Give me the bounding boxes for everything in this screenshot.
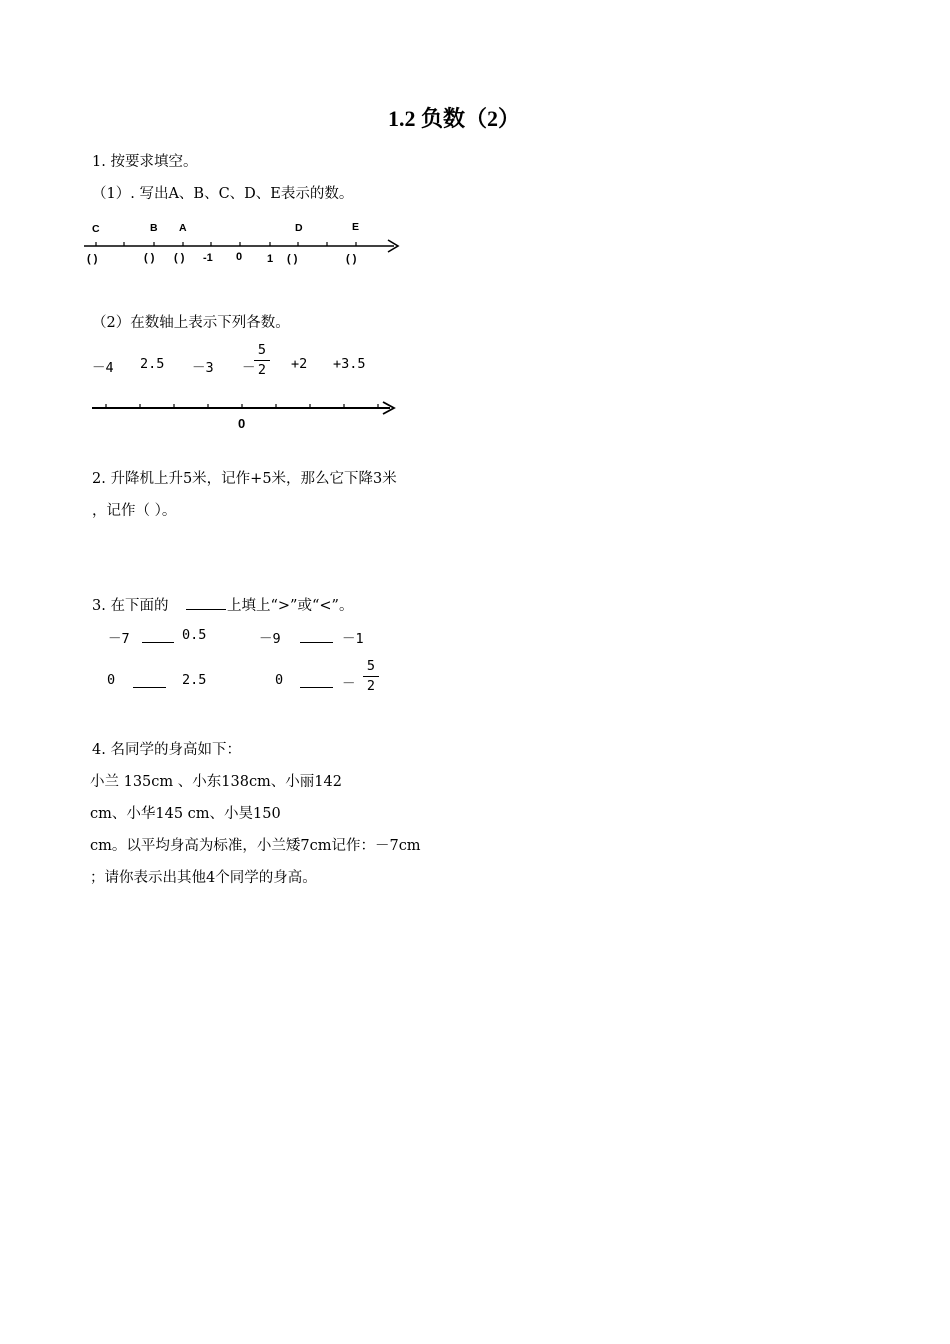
q3-line-end: 上填上“>”或“<”。: [227, 598, 354, 614]
q4-line3: cm、小华145 cm、小昊150: [90, 806, 281, 822]
answer-blank-a[interactable]: ( ): [174, 252, 185, 264]
fraction-denominator: 2: [366, 678, 376, 694]
answer-blank-b[interactable]: ( ): [144, 252, 155, 264]
q3-r1-left-a: －7: [108, 631, 130, 647]
page-title: 1.2 负数（2）: [388, 106, 521, 131]
fraction-bar: [363, 676, 379, 677]
zero-label: 0: [238, 416, 246, 431]
tick-label-minus-1: -1: [203, 252, 213, 264]
q4-line2: 小兰 135cm 、小东138cm、小丽142: [90, 774, 342, 790]
number-minus-3: －3: [192, 360, 214, 376]
q3-r2-right-b: －: [342, 676, 356, 692]
q3-example-blank: [186, 609, 226, 610]
q3-fraction-five-halves: [363, 658, 379, 695]
point-label-b: B: [150, 222, 158, 234]
tick-label-1: 1: [267, 253, 274, 265]
q2-line1: 2. 升降机上升5米，记作+5米，那么它下降3米: [92, 471, 397, 487]
fraction-numerator: 5: [366, 658, 376, 674]
q3-r1-right-b: －1: [342, 631, 364, 647]
compare-blank-1[interactable]: [142, 642, 174, 643]
number-plus-2: +2: [291, 356, 308, 372]
number-plus-3-5: +3.5: [333, 356, 366, 372]
q1-heading: 1. 按要求填空。: [92, 154, 198, 170]
q3-r2-left-b: 2.5: [182, 672, 207, 688]
q1-part1-label: （1）. 写出A、B、C、D、E表示的数。: [92, 186, 354, 202]
q4-line5: ；请你表示出其他4个同学的身高。: [90, 870, 317, 886]
tick-label-0: 0: [236, 251, 243, 263]
compare-blank-3[interactable]: [133, 687, 166, 688]
q1-part2-label: （2）在数轴上表示下列各数。: [92, 315, 290, 331]
q4-line4: cm。以平均身高为标准，小兰矮7cm记作：－7cm: [90, 838, 421, 854]
number-2-5: 2.5: [140, 356, 165, 372]
point-label-c: C: [92, 223, 100, 235]
q3-r2-left-a: 0: [107, 672, 116, 688]
answer-blank-d[interactable]: ( ): [287, 253, 298, 265]
q3-r1-left-b: 0.5: [182, 627, 207, 643]
number-line-2: [92, 402, 394, 414]
fraction-bar: [254, 360, 270, 361]
q2-line2: ，记作（ ）。: [92, 503, 177, 519]
compare-blank-4[interactable]: [300, 687, 333, 688]
q3-r1-right-a: －9: [259, 631, 281, 647]
number-minus-4: －4: [92, 360, 114, 376]
point-label-d: D: [295, 222, 303, 234]
fraction-five-halves: [254, 342, 270, 379]
number-minus-sign: －: [242, 360, 256, 376]
q3-r2-right-a: 0: [275, 672, 284, 688]
q4-line1: 4. 名同学的身高如下：: [92, 742, 241, 758]
point-label-a: A: [179, 222, 187, 234]
compare-blank-2[interactable]: [300, 642, 333, 643]
fraction-numerator: 5: [257, 342, 267, 358]
answer-blank-c[interactable]: ( ): [87, 253, 98, 265]
answer-blank-e[interactable]: ( ): [346, 253, 357, 265]
fraction-denominator: 2: [257, 362, 267, 378]
point-label-e: E: [352, 221, 360, 233]
q3-line-start: 3. 在下面的: [92, 598, 169, 614]
